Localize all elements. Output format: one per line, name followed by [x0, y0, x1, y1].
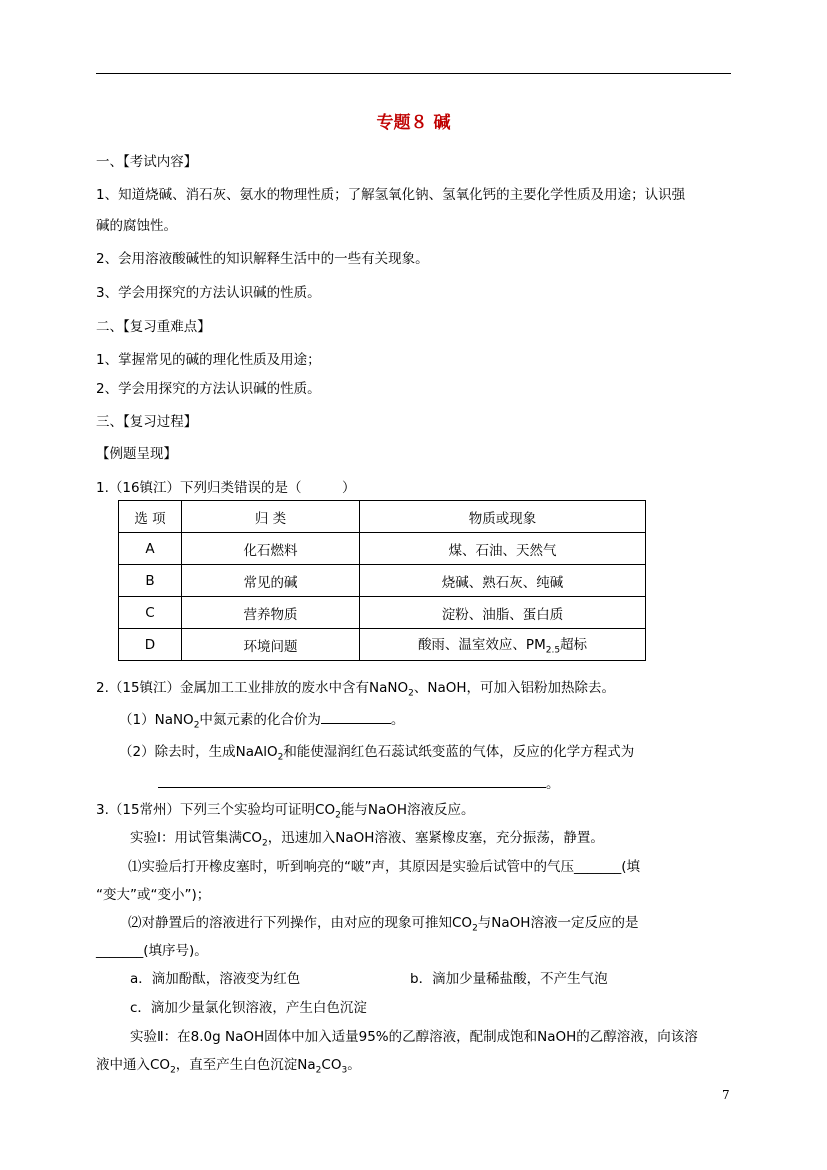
question-2-part-1	[119, 708, 404, 731]
table-cell-items: 烧碱、熟石灰、纯碱	[360, 565, 646, 597]
exp2-subscript-2: 2	[315, 1065, 322, 1076]
table-cell-option: C	[119, 597, 182, 629]
question-3-stem	[96, 798, 475, 821]
table-row	[119, 565, 646, 597]
section-1-item-1-line-2: 碱的腐蚀性。	[96, 218, 177, 234]
items-text: 酸雨、温室效应、PM	[417, 637, 546, 654]
experiment-1	[130, 826, 604, 849]
items-text-end: 超标	[560, 637, 588, 654]
question-1-stem: 1.（16镇江）下列归类错误的是（ ）	[96, 480, 356, 496]
option-a: a．滴加酚酞，溶液变为红色	[130, 971, 301, 987]
q2-p1-text-mid: 中氮元素的化合价为	[199, 712, 321, 728]
question-3-sub-2-line-2: _______(填序号)。	[96, 943, 208, 959]
q2-stem-text-end: 、NaOH，可加入铝粉加热除去。	[413, 680, 616, 696]
q2-p1-end: 。	[390, 712, 405, 728]
exp2-text-mid: ，直至产生白色沉淀Na	[175, 1057, 316, 1073]
q3-stem-subscript: 2	[335, 810, 341, 821]
exp2-text-mid-2: CO	[321, 1057, 342, 1073]
table-cell-option: A	[119, 533, 182, 565]
question-3-sub-1-line-1: ⑴实验后打开橡皮塞时，听到响亮的“啵”声，其原因是实验后试管中的气压_______(填	[128, 859, 641, 875]
experiment-2-line-1: 实验Ⅱ：在8.0g NaOH固体中加入适量95%的乙醇溶液，配制成饱和NaOH的乙醇溶液，向该溶	[130, 1029, 698, 1045]
s2-subscript: 2	[472, 923, 478, 934]
question-3-sub-2-line-1	[128, 911, 638, 934]
table-cell-category: 化石燃料	[182, 533, 360, 565]
table-cell-category: 营养物质	[182, 597, 360, 629]
question-2-part-2-answer-line	[158, 772, 560, 792]
header-rule	[96, 73, 731, 74]
q2-p2-end: 。	[546, 776, 560, 792]
exp1-subscript: 2	[262, 838, 268, 849]
q2-p2-subscript: 2	[277, 752, 284, 763]
table-header-cell: 归 类	[182, 501, 360, 533]
table-header-row	[119, 501, 646, 533]
table-header-cell: 选 项	[119, 501, 182, 533]
q2-p1-text: （1）NaNO	[119, 712, 194, 728]
section-2-item-1: 1、掌握常见的碱的理化性质及用途；	[96, 352, 321, 368]
exp2-text: 液中通入CO	[96, 1057, 171, 1073]
option-c: c．滴加少量氯化钡溶液，产生白色沉淀	[130, 1000, 367, 1016]
section-1-item-1-line-1: 1、知道烧碱、消石灰、氨水的物理性质；了解氢氧化钠、氢氧化钙的主要化学性质及用途；认识强	[96, 187, 686, 203]
answer-blank[interactable]	[158, 775, 546, 788]
section-2-heading: 二、【复习重难点】	[96, 319, 211, 335]
answer-blank[interactable]	[321, 711, 391, 724]
q2-p1-subscript: 2	[193, 720, 200, 731]
table-cell-category: 环境问题	[182, 629, 360, 661]
question-2-stem	[96, 676, 615, 699]
table-cell-option: B	[119, 565, 182, 597]
table-cell-items	[360, 629, 646, 661]
exp1-text: 实验Ⅰ：用试管集满CO	[130, 830, 263, 846]
section-1-heading: 一、【考试内容】	[96, 154, 198, 170]
section-2-item-2: 2、学会用探究的方法认识碱的性质。	[96, 381, 321, 397]
table-cell-option: D	[119, 629, 182, 661]
table-row	[119, 597, 646, 629]
page-title: 专题８ 碱	[376, 113, 451, 133]
question-1-table	[118, 500, 646, 661]
table-cell-category: 常见的碱	[182, 565, 360, 597]
exp2-text-end: 。	[347, 1057, 361, 1073]
s2-text: ⑵对静置后的溶液进行下列操作，由对应的现象可推知CO	[128, 915, 473, 931]
q2-p2-text-end: 和能使湿润红色石蕊试纸变蓝的气体，反应的化学方程式为	[283, 744, 635, 760]
table-cell-items: 淀粉、油脂、蛋白质	[360, 597, 646, 629]
option-b: b．滴加少量稀盐酸，不产生气泡	[410, 971, 608, 987]
table-header-cell: 物质或现象	[360, 501, 646, 533]
table-cell-items: 煤、石油、天然气	[360, 533, 646, 565]
examples-heading: 【例题呈现】	[96, 446, 177, 462]
q3-stem-text-end: 能与NaOH溶液反应。	[340, 802, 475, 818]
section-1-item-3: 3、学会用探究的方法认识碱的性质。	[96, 285, 321, 301]
q2-stem-subscript: 2	[408, 688, 414, 699]
experiment-2-line-2	[96, 1053, 361, 1076]
question-2-part-2	[119, 740, 634, 763]
table-row	[119, 533, 646, 565]
table-row	[119, 629, 646, 661]
items-subscript: 2.5	[545, 645, 561, 656]
section-1-item-2: 2、会用溶液酸碱性的知识解释生活中的一些有关现象。	[96, 251, 429, 267]
exp1-text-end: ，迅速加入NaOH溶液、塞紧橡皮塞，充分振荡，静置。	[267, 830, 604, 846]
q2-stem-text: 2.（15镇江）金属加工工业排放的废水中含有NaNO	[96, 680, 409, 696]
page-number: 7	[722, 1088, 730, 1102]
s2-text-end: 与NaOH溶液一定反应的是	[477, 915, 639, 931]
exp2-subscript-3: 3	[341, 1065, 348, 1076]
q3-stem-text: 3.（15常州）下列三个实验均可证明CO	[96, 802, 336, 818]
question-3-sub-1-line-2: “变大”或“变小”)；	[96, 887, 211, 903]
exp2-subscript: 2	[170, 1065, 176, 1076]
section-3-heading: 三、【复习过程】	[96, 414, 198, 430]
q2-p2-text: （2）除去时，生成NaAlO	[119, 744, 278, 760]
